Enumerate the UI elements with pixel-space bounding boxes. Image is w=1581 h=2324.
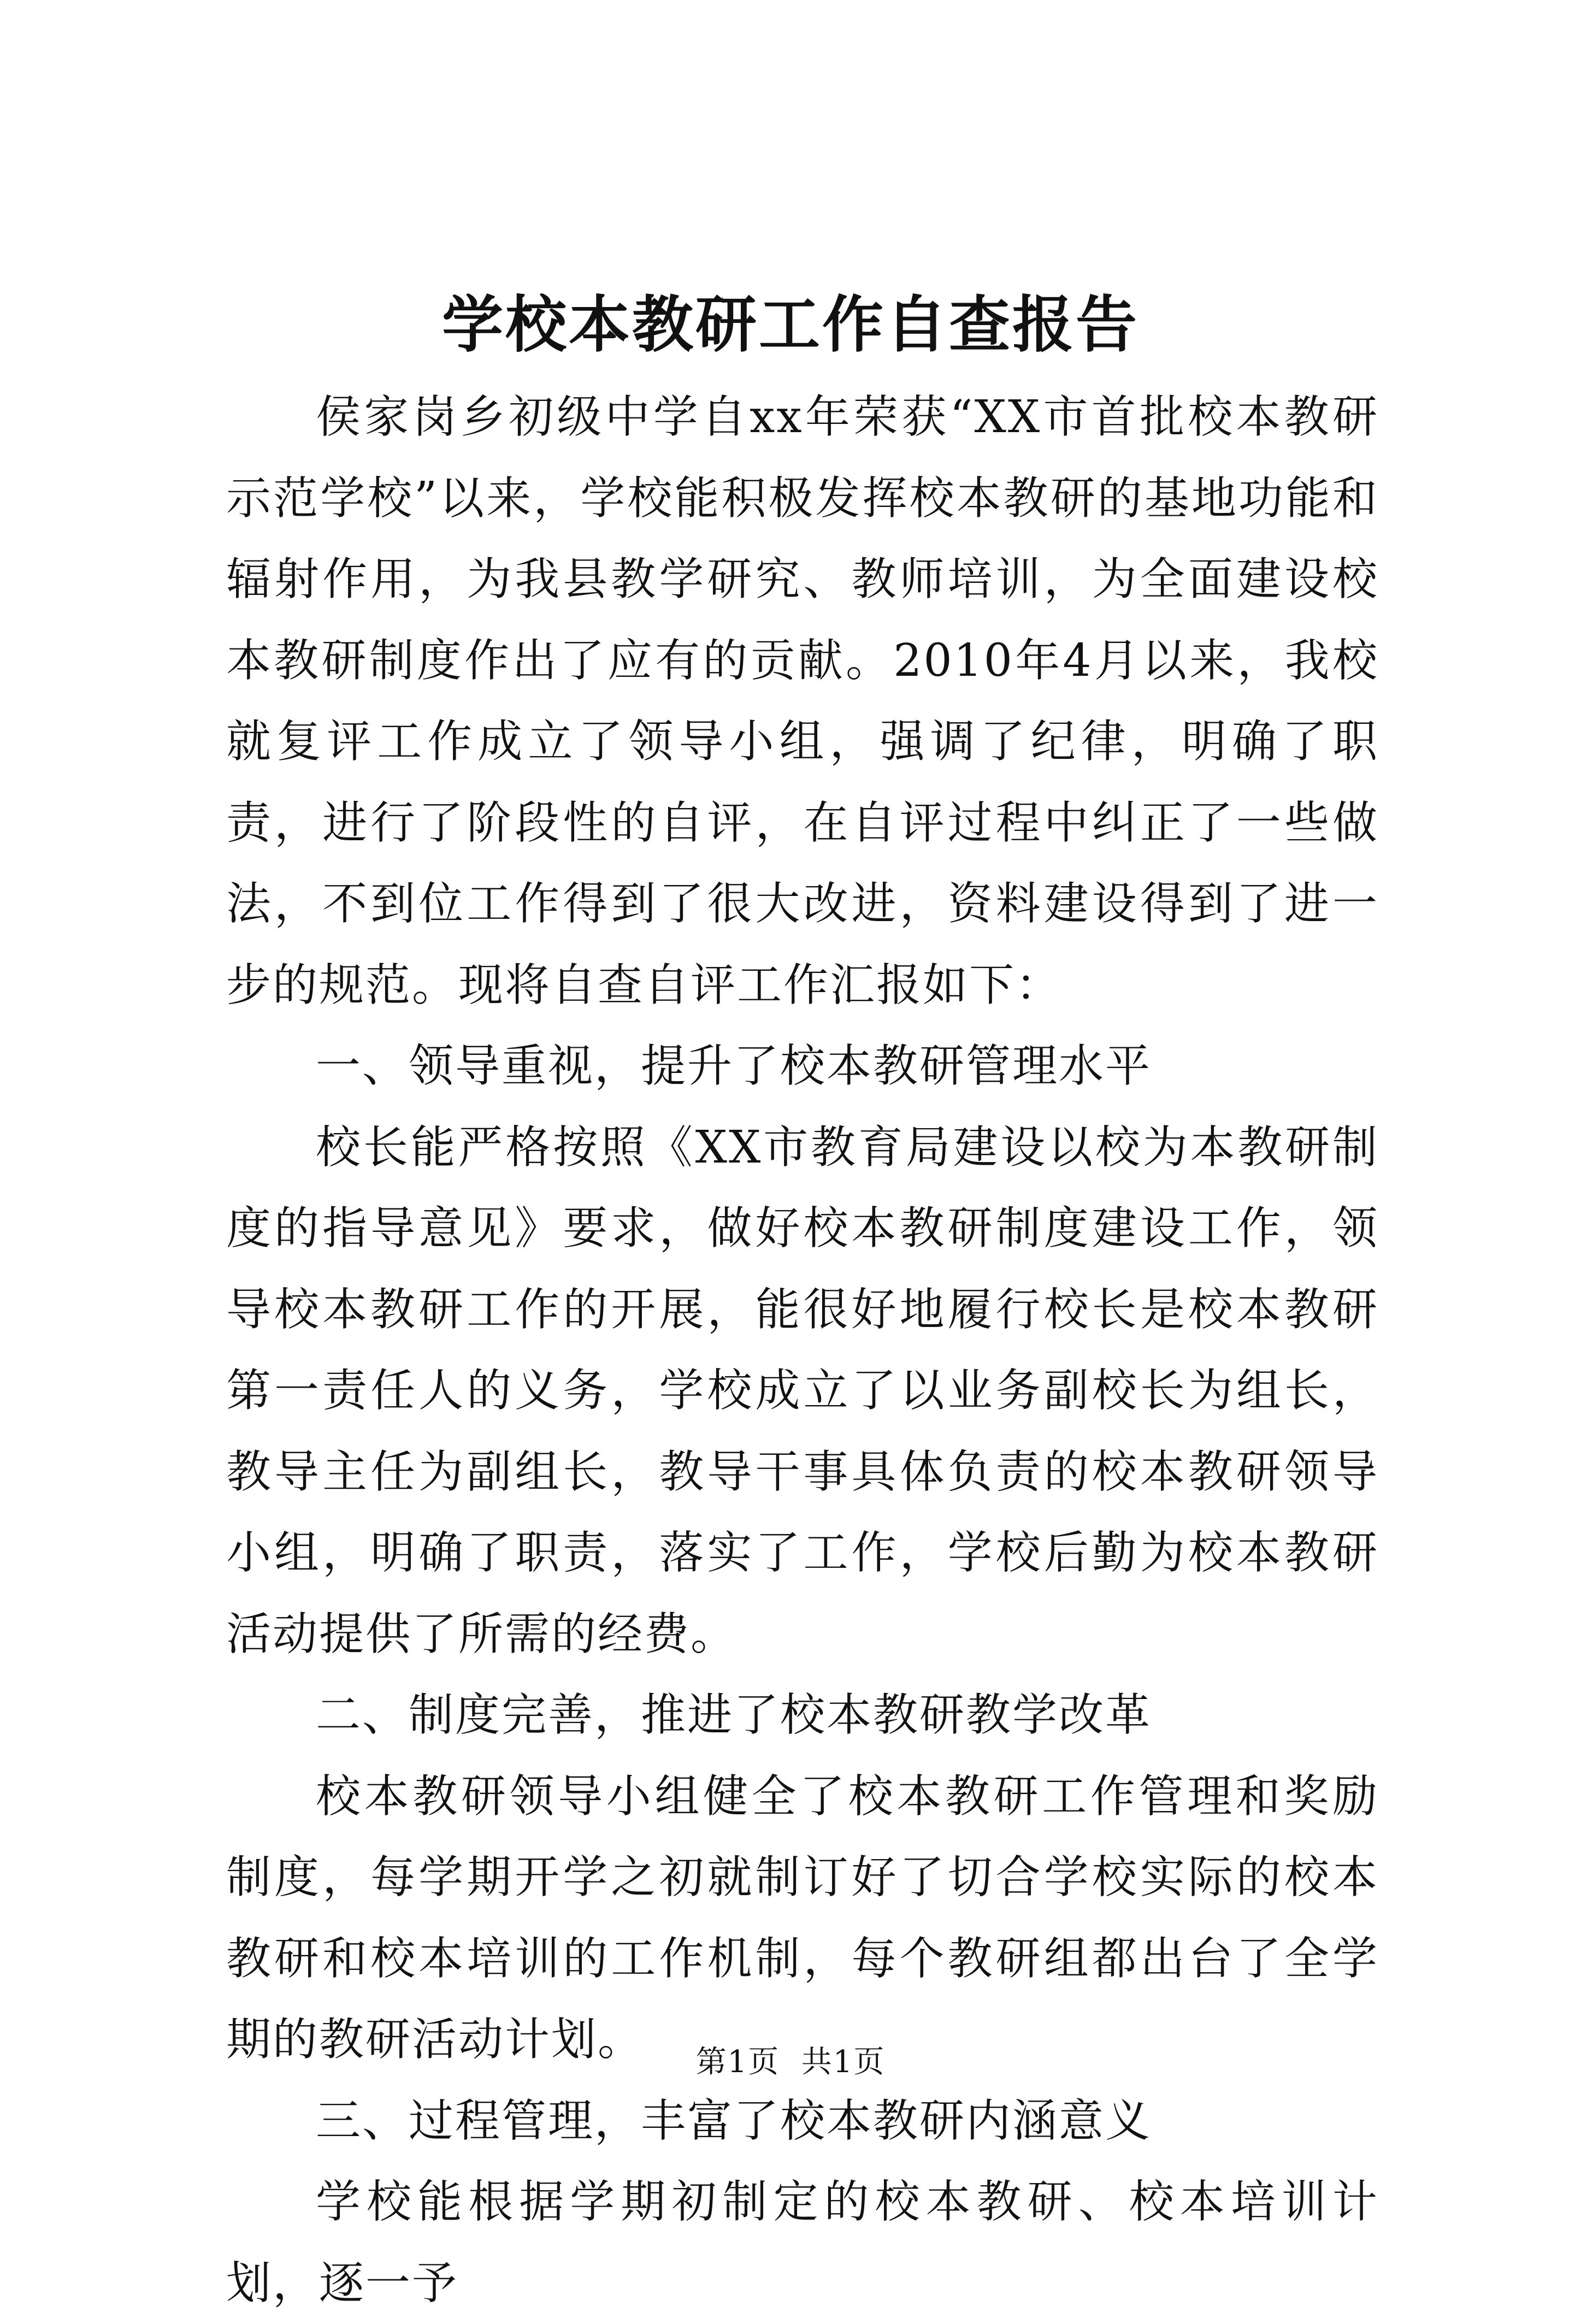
document-title: 学校本教研工作自查报告 [442, 289, 1139, 361]
section-heading-3: 三、过程管理，丰富了校本教研内涵意义 [316, 2095, 1152, 2147]
paragraph-section-1: 校长能严格按照《XX市教育局建设以校为本教研制度的指导意见》要求，做好校本教研制度建设工作，领导校本教研工作的开展，能很好地履行校长是校本教研第一责任人的义务，学校成立了以业务副校长为组长，教导主任为副组长，教导干事具体负责的校本教研领导小组，明确了职责，落实了工作，学校后勤为校本教研活动提供了所需的经费。 [226, 1121, 1379, 1660]
section-heading-2: 二、制度完善，推进了校本教研教学改革 [316, 1689, 1152, 1741]
page-footer [0, 2040, 1581, 2084]
section-heading-1: 一、领导重视，提升了校本教研管理水平 [316, 1040, 1152, 1092]
document-body [226, 377, 1379, 2324]
page-number-label: 第1页 共1页 [695, 2044, 886, 2080]
paragraph-section-2: 校本教研领导小组健全了校本教研工作管理和奖励制度，每学期开学之初就制订好了切合学校实际的校本教研和校本培训的工作机制，每个教研组都出台了全学期的教研活动计划。 [226, 1770, 1379, 2066]
paragraph-section-3: 学校能根据学期初制定的校本教研、校本培训计划，逐一予 [226, 2176, 1379, 2309]
paragraph-intro: 侯家岗乡初级中学自xx年荣获“XX市首批校本教研示范学校”以来，学校能积极发挥校本教研的基地功能和辐射作用，为我县教学研究、教师培训，为全面建设校本教研制度作出了应有的贡献。2010年4月以来，我校就复评工作成立了领导小组，强调了纪律，明确了职责，进行了阶段性的自评，在自评过程中纠正了一些做法，不到位工作得到了很大改进，资料建设得到了进一步的规范。现将自查自评工作汇报如下： [226, 391, 1379, 1011]
